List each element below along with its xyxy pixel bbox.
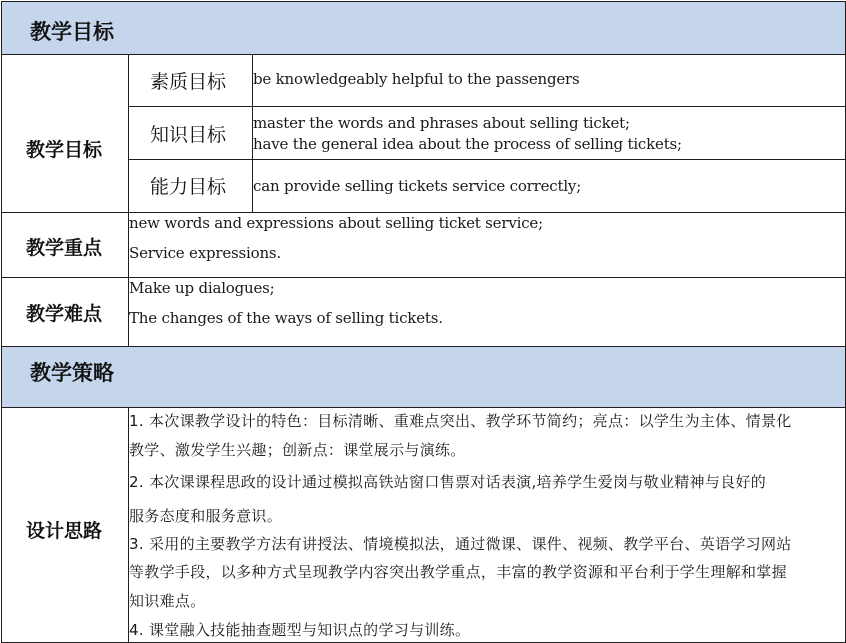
objective-row-knowledge-label-cell bbox=[128, 106, 253, 160]
key-points-label: 教学重点 bbox=[26, 237, 103, 259]
objective-row-ability-label-cell bbox=[128, 159, 253, 213]
objective-row-quality-label-cell bbox=[128, 54, 253, 107]
design-line-4: 服务态度和服务意识。 bbox=[129, 507, 283, 525]
design-line-6: 等教学手段，以多种方式呈现教学内容突出教学重点，丰富的教学资源和平台利于学生理解和掌握 bbox=[129, 563, 787, 581]
design-content bbox=[128, 407, 846, 643]
design-line-8: 4. 课堂融入技能抽查题型与知识点的学习与训练。 bbox=[129, 621, 471, 639]
objective-quality-text: be knowledgeably helpful to the passengers bbox=[253, 70, 580, 88]
key-points-line-2: Service expressions. bbox=[129, 244, 281, 262]
design-line-7: 知识难点。 bbox=[129, 592, 206, 610]
design-line-2: 教学、激发学生兴趣；创新点：课堂展示与演练。 bbox=[129, 441, 466, 459]
objective-row-quality-content bbox=[252, 54, 846, 107]
design-line-1: 1. 本次课教学设计的特色：目标清晰、重难点突出、教学环节简约；亮点：以学生为主体、情景化 bbox=[129, 412, 792, 430]
strategy-section-header bbox=[1, 346, 846, 408]
design-line-3: 2. 本次课课程思政的设计通过模拟高铁站窗口售票对话表演,培养学生爱岗与敬业精神与良好的 bbox=[129, 473, 767, 491]
objective-row-ability-content bbox=[252, 159, 846, 213]
objective-knowledge-line-2: have the general idea about the process of selling tickets; bbox=[253, 135, 682, 153]
objective-ability-text: can provide selling tickets service correctly; bbox=[253, 177, 582, 195]
objectives-section-header bbox=[1, 1, 846, 55]
objectives-side-label: 教学目标 bbox=[26, 139, 103, 161]
key-points-content bbox=[128, 212, 846, 278]
key-points-line-1: new words and expressions about selling ticket service; bbox=[129, 214, 543, 232]
objective-row-knowledge-content bbox=[252, 106, 846, 160]
difficulties-line-1: Make up dialogues; bbox=[129, 279, 275, 297]
difficulties-line-2: The changes of the ways of selling tickets. bbox=[129, 309, 443, 327]
objective-row-ability-label: 能力目标 bbox=[150, 176, 227, 198]
key-points-label-cell bbox=[1, 212, 129, 278]
difficulties-label: 教学难点 bbox=[26, 303, 103, 325]
objective-knowledge-line-1: master the words and phrases about selling ticket; bbox=[253, 114, 630, 132]
objectives-section-title: 教学目标 bbox=[30, 20, 114, 44]
objective-row-knowledge-label: 知识目标 bbox=[150, 124, 227, 146]
objectives-side-cell bbox=[1, 54, 129, 213]
design-label: 设计思路 bbox=[26, 520, 103, 542]
strategy-section-title: 教学策略 bbox=[30, 361, 114, 385]
difficulties-content bbox=[128, 277, 846, 347]
design-label-cell bbox=[1, 407, 129, 643]
objective-row-quality-label: 素质目标 bbox=[150, 71, 227, 93]
design-line-5: 3. 采用的主要教学方法有讲授法、情境模拟法，通过微课、课件、视频、教学平台、英语学习网站 bbox=[129, 535, 792, 553]
difficulties-label-cell bbox=[1, 277, 129, 347]
